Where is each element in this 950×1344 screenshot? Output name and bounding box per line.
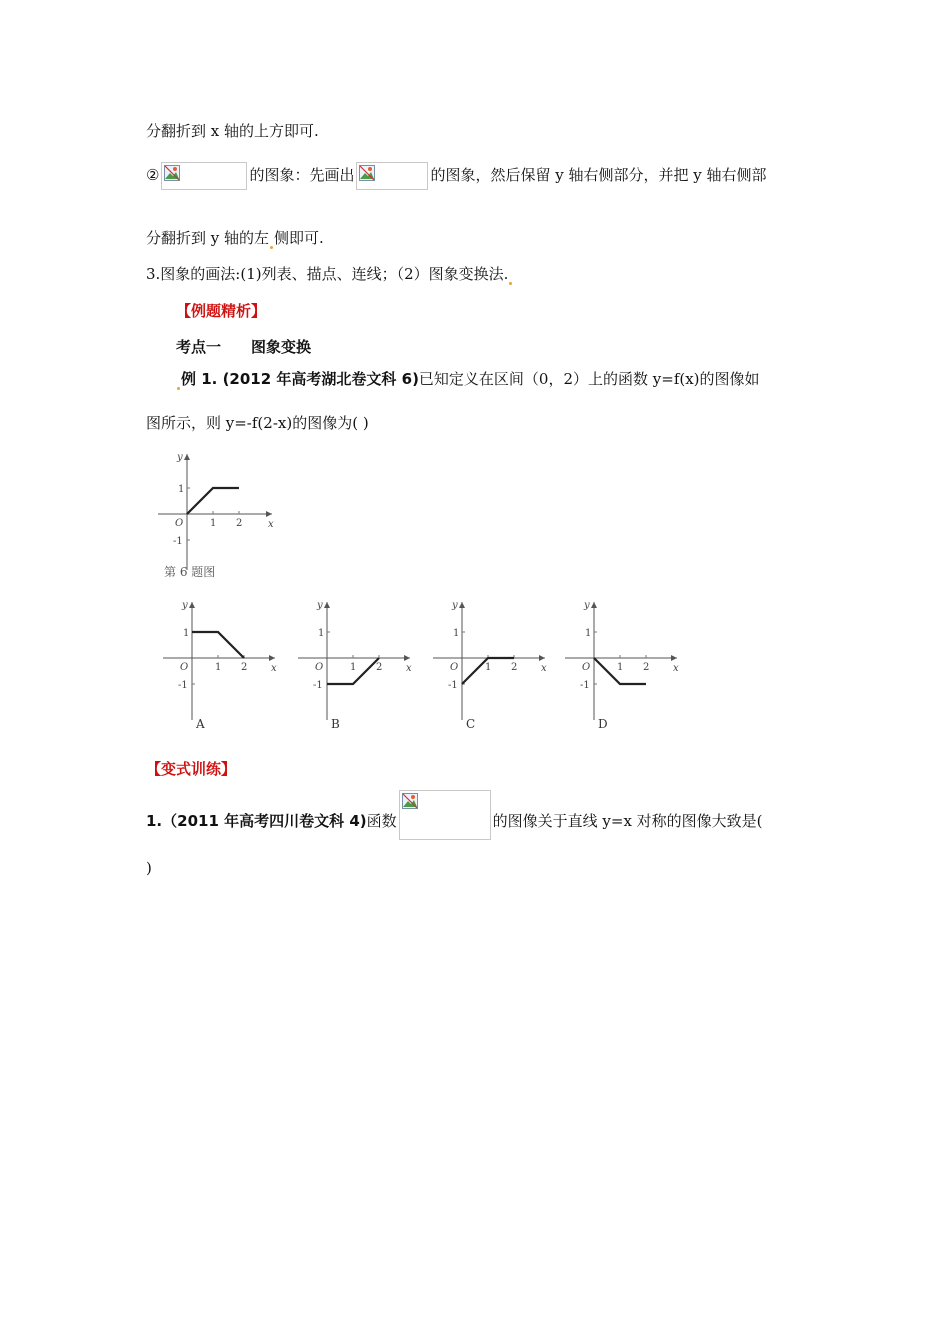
tick-label-y-neg1: -1 xyxy=(448,680,458,691)
x-axis-label: x xyxy=(406,663,412,674)
tick-label-y-1: 1 xyxy=(318,628,325,639)
tick-label-y-1: 1 xyxy=(585,628,592,639)
formula-image-placeholder-3 xyxy=(399,790,491,840)
y-axis-label: y xyxy=(182,600,188,611)
tick-label-y-neg1: -1 xyxy=(173,536,183,547)
text-fold-y: 分翻折到 y 轴的左 xyxy=(146,229,270,247)
y-axis-arrow xyxy=(591,602,597,608)
y-axis-label: y xyxy=(452,600,458,611)
function-curve xyxy=(187,488,239,514)
option-label: B xyxy=(331,717,340,731)
option-label: D xyxy=(598,717,608,731)
y-axis-label: y xyxy=(317,600,323,611)
circled-two: ② xyxy=(146,166,160,184)
question-1-function-word: 函数 xyxy=(366,812,397,830)
edit-mark-icon xyxy=(270,246,273,249)
main-function-graph xyxy=(150,446,280,582)
y-axis-arrow xyxy=(184,454,190,460)
text-fold-x: 分翻折到 x 轴的上方即可. xyxy=(146,122,319,140)
tick-label-y-1: 1 xyxy=(453,628,460,639)
x-axis-arrow xyxy=(404,655,410,661)
section-heading-practice-text: 【变式训练】 xyxy=(146,760,237,778)
origin-label: O xyxy=(180,662,189,673)
section-heading-examples xyxy=(176,300,266,322)
y-axis-arrow xyxy=(459,602,465,608)
topic-title: 图象变换 xyxy=(251,338,312,356)
example-1-line-1 xyxy=(176,368,760,390)
formula-image-placeholder-2 xyxy=(356,162,428,190)
function-curve xyxy=(192,632,244,658)
question-1-close-paren: ) xyxy=(146,859,152,877)
text-fold-y-end: 侧即可. xyxy=(274,229,324,247)
tick-label-x-2: 2 xyxy=(643,662,650,673)
text-line-1 xyxy=(146,120,319,142)
option-a-graph xyxy=(155,594,285,734)
option-d-graph xyxy=(557,594,687,734)
text-line-3 xyxy=(146,227,324,249)
topic-heading xyxy=(176,336,311,358)
question-1-source: 1.（2011 年高考四川卷文科 4) xyxy=(146,812,367,830)
tick-label-x-2: 2 xyxy=(511,662,518,673)
origin-label: O xyxy=(315,662,324,673)
text-line-2 xyxy=(146,162,767,190)
tick-label-y-1: 1 xyxy=(183,628,190,639)
tick-label-y-1: 1 xyxy=(178,484,185,495)
text-line-4 xyxy=(146,263,513,285)
option-c-graph xyxy=(425,594,555,734)
y-axis-label: y xyxy=(177,452,183,463)
text-drawing-methods-end: . xyxy=(503,265,509,283)
broken-image-icon xyxy=(164,165,180,181)
tick-label-x-1: 1 xyxy=(215,662,222,673)
option-label: A xyxy=(196,717,205,731)
formula-image-placeholder-1 xyxy=(161,162,247,190)
topic-label: 考点一 xyxy=(176,338,222,356)
tick-label-x-2: 2 xyxy=(376,662,383,673)
tick-label-x-1: 1 xyxy=(485,662,492,673)
y-axis-arrow xyxy=(189,602,195,608)
tick-label-x-2: 2 xyxy=(236,518,243,529)
origin-label: O xyxy=(175,518,184,529)
text-keep-right: 的图象，然后保留 y 轴右侧部分，并把 y 轴右侧部 xyxy=(430,166,767,184)
example-1-text: 已知定义在区间（0，2）上的函数 y=f(x)的图像如 xyxy=(418,370,760,388)
x-axis-label: x xyxy=(673,663,679,674)
example-1-line-2 xyxy=(146,412,369,434)
broken-image-icon xyxy=(402,793,418,809)
option-b-graph xyxy=(290,594,420,734)
x-axis-arrow xyxy=(539,655,545,661)
text-draw-first: 的图象：先画出 xyxy=(249,166,355,184)
x-axis-label: x xyxy=(268,519,274,530)
example-1-question: 图所示，则 y=-f(2-x)的图像为( ) xyxy=(146,414,369,432)
tick-label-x-1: 1 xyxy=(210,518,217,529)
question-1-text: 的图像关于直线 y=x 对称的图像大致是( xyxy=(492,812,763,830)
question-1-line-2 xyxy=(146,857,152,879)
y-axis-label: y xyxy=(584,600,590,611)
option-label: C xyxy=(466,717,476,731)
broken-image-icon xyxy=(359,165,375,181)
text-drawing-methods: 3.图象的画法:(1)列表、描点、连线；（2）图象变换法 xyxy=(146,265,504,283)
x-axis-label: x xyxy=(541,663,547,674)
question-1-line-1 xyxy=(146,804,763,840)
origin-label: O xyxy=(582,662,591,673)
origin-label: O xyxy=(450,662,459,673)
tick-label-x-2: 2 xyxy=(241,662,248,673)
x-axis-arrow xyxy=(671,655,677,661)
tick-label-x-1: 1 xyxy=(350,662,357,673)
tick-label-y-neg1: -1 xyxy=(580,680,590,691)
y-axis-arrow xyxy=(324,602,330,608)
tick-label-x-1: 1 xyxy=(617,662,624,673)
section-heading-practice xyxy=(146,758,236,780)
x-axis-arrow xyxy=(269,655,275,661)
x-axis-arrow xyxy=(266,511,272,517)
edit-mark-icon xyxy=(177,387,180,390)
x-axis-label: x xyxy=(271,663,277,674)
tick-label-y-neg1: -1 xyxy=(178,680,188,691)
figure-caption: 第 6 题图 xyxy=(164,565,216,579)
example-1-source: 例 1. (2012 年高考湖北卷文科 6) xyxy=(181,370,419,388)
section-heading-examples-text: 【例题精析】 xyxy=(176,302,267,320)
tick-label-y-neg1: -1 xyxy=(313,680,323,691)
edit-mark-icon xyxy=(509,282,512,285)
